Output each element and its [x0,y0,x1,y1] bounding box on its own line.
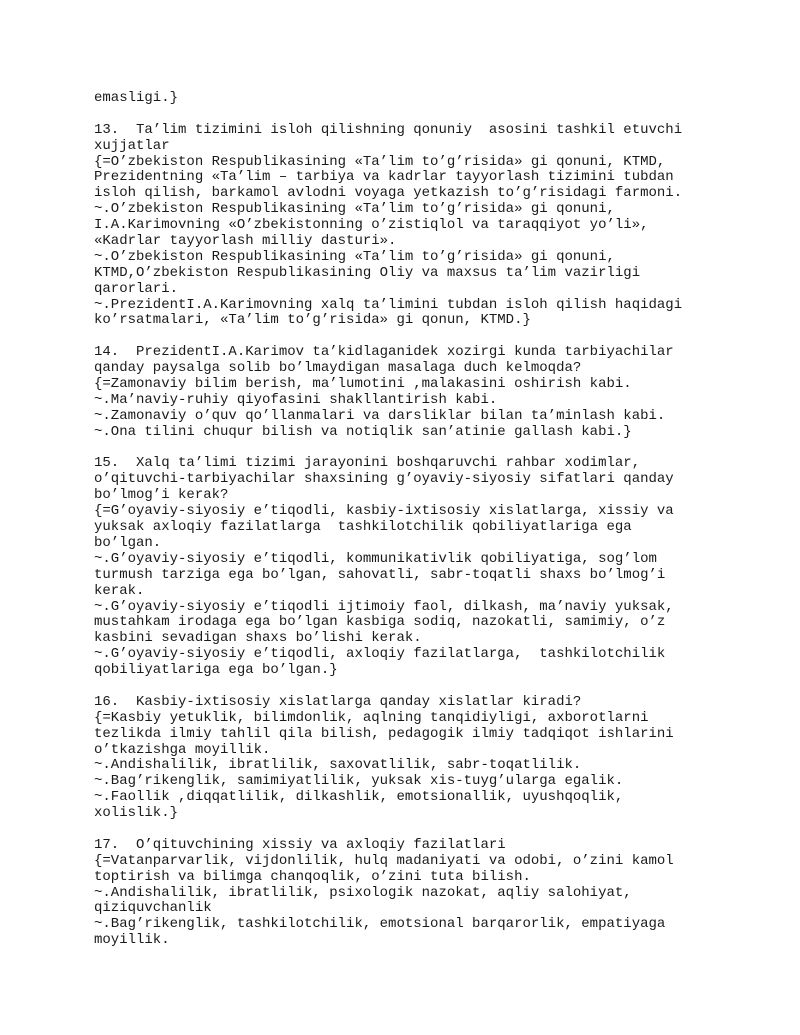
text-line: qiziquvchanlik [94,900,212,917]
text-line: tezlikda ilmiy tahlil qila bilish, pedagogik ilmiy tadqiqot ishlarini [94,725,674,742]
text-line: ~.Andishalilik, ibratlilik, saxovatlilik, sabr-toqatlilik. [94,757,582,774]
text-line: kerak. [94,582,145,599]
text-line: ~.Ona tilini chuqur bilish va notiqlik san’atinie gallash kabi.} [94,423,632,440]
text-line: isloh qilish, barkamol avlodni voyaga yetkazish to’g’risidagi farmoni. [94,185,683,202]
text-line: moyillik. [94,932,170,949]
text-line: I.A.Karimovning «O’zbekistonning o’zistiqlol va taraqqiyot yo’li», [94,217,649,234]
text-line: ~.G’oyaviy-siyosiy e’tiqodli ijtimoiy faol, dilkash, ma’naviy yuksak, [94,598,674,615]
text-line: {=Zamonaviy bilim berish, ma’lumotini ,malakasini oshirish kabi. [94,376,632,393]
text-line: qarorlari. [94,280,179,297]
text-line: ~.Bag’rikenglik, tashkilotchilik, emotsional barqarorlik, empatiyaga [94,916,666,933]
blank-line [94,329,706,345]
text-line: o’tkazishga moyillik. [94,741,271,758]
text-line: 14. PrezidentI.A.Karimov ta’kidlaganidek xozirgi kunda tarbiyachilar [94,344,674,361]
text-line: ~.Faollik ,diqqatlilik, dilkashlik, emotsionallik, uyushqoqlik, [94,789,624,806]
blank-line [94,822,706,838]
text-line: 15. Xalq ta’limi tizimi jarayonini boshqaruvchi rahbar xodimlar, [94,455,641,472]
text-line: ~.Andishalilik, ibratlilik, psixologik nazokat, aqliy salohiyat, [94,884,632,901]
text-line: qanday paysalga solib bo’lmaydigan masalaga duch kelmoqda? [94,360,582,377]
text-line: {=Kasbiy yetuklik, bilimdonlik, aqlning tanqidiyligi, axborotlarni [94,709,649,726]
text-line: emasligi.} [94,90,179,106]
text-line: 17. O’qituvchining xissiy va axloqiy fazilatlari [94,836,506,853]
text-line: KTMD,O’zbekiston Respublikasining Oliy va maxsus ta’lim vazirligi [94,264,641,281]
text-line: ~.Ma’naviy-ruhiy qiyofasini shakllantirish kabi. [94,391,498,408]
blank-line [94,679,706,695]
blank-line [94,441,706,457]
text-line: ~.Bag’rikenglik, samimiyatlilik, yuksak xis-tuyg’ularga egalik. [94,773,624,790]
text-line: xujjatlar [94,137,170,154]
text-line: ko’rsatmalari, «Ta’lim to’g’risida» gi qonun, KTMD.} [94,312,531,329]
text-line: ~.Zamonaviy o’quv qo’llanmalari va darsliklar bilan ta’minlash kabi. [94,407,666,424]
text-line: ~.PrezidentI.A.Karimovning xalq ta’limini tubdan isloh qilish haqidagi [94,296,683,313]
text-line: {=Vatanparvarlik, vijdonlilik, hulq madaniyati va odobi, o’zini kamol [94,852,674,869]
text-line: xolislik.} [94,805,179,822]
blank-line [94,107,706,123]
text-line: {=G’oyaviy-siyosiy e’tiqodli, kasbiy-ixtisosiy xislatlarga, xissiy va [94,503,674,520]
text-line: bo’lgan. [94,534,162,551]
text-line: qobiliyatlariga ega bo’lgan.} [94,662,338,679]
text-line: 16. Kasbiy-ixtisosiy xislatlarga qanday xislatlar kiradi? [94,693,582,710]
text-line: turmush tarziga ega bo’lgan, sahovatli, sabr-toqatli shaxs bo’lmog’i [94,566,666,583]
text-line: ~.G’oyaviy-siyosiy e’tiqodli, kommunikativlik qobiliyatiga, sog’lom [94,550,657,567]
document-page [94,91,706,949]
text-line: «Kadrlar tayyorlash milliy dasturi». [94,233,397,250]
text-line: ~.G’oyaviy-siyosiy e’tiqodli, axloqiy fazilatlarga, tashkilotchilik [94,646,666,663]
text-line: ~.O’zbekiston Respublikasining «Ta’lim to’g’risida» gi qonuni, [94,248,615,265]
text-line: kasbini sevadigan shaxs bo’lishi kerak. [94,630,422,647]
text-line: o’qituvchi-tarbiyachilar shaxsining g’oyaviy-siyosiy sifatlari qanday [94,471,674,488]
text-line: yuksak axloqiy fazilatlarga tashkilotchilik qobiliyatlariga ega [94,519,632,536]
text-line: ~.O’zbekiston Respublikasining «Ta’lim to’g’risida» gi qonuni, [94,201,615,218]
text-line: Prezidentning «Ta’lim – tarbiya va kadrlar tayyorlash tizimini tubdan [94,169,674,186]
text-line: {=O’zbekiston Respublikasining «Ta’lim to’g’risida» gi qonuni, KTMD, [94,153,666,170]
text-line: toptirish va bilimga chanqoqlik, o’zini tuta bilish. [94,868,531,885]
text-line: 13. Ta’lim tizimini isloh qilishning qonuniy asosini tashkil etuvchi [94,121,683,138]
text-line: mustahkam irodaga ega bo’lgan kasbiga sodiq, nazokatli, samimiy, o’z [94,614,666,631]
text-line: bo’lmog’i kerak? [94,487,229,504]
